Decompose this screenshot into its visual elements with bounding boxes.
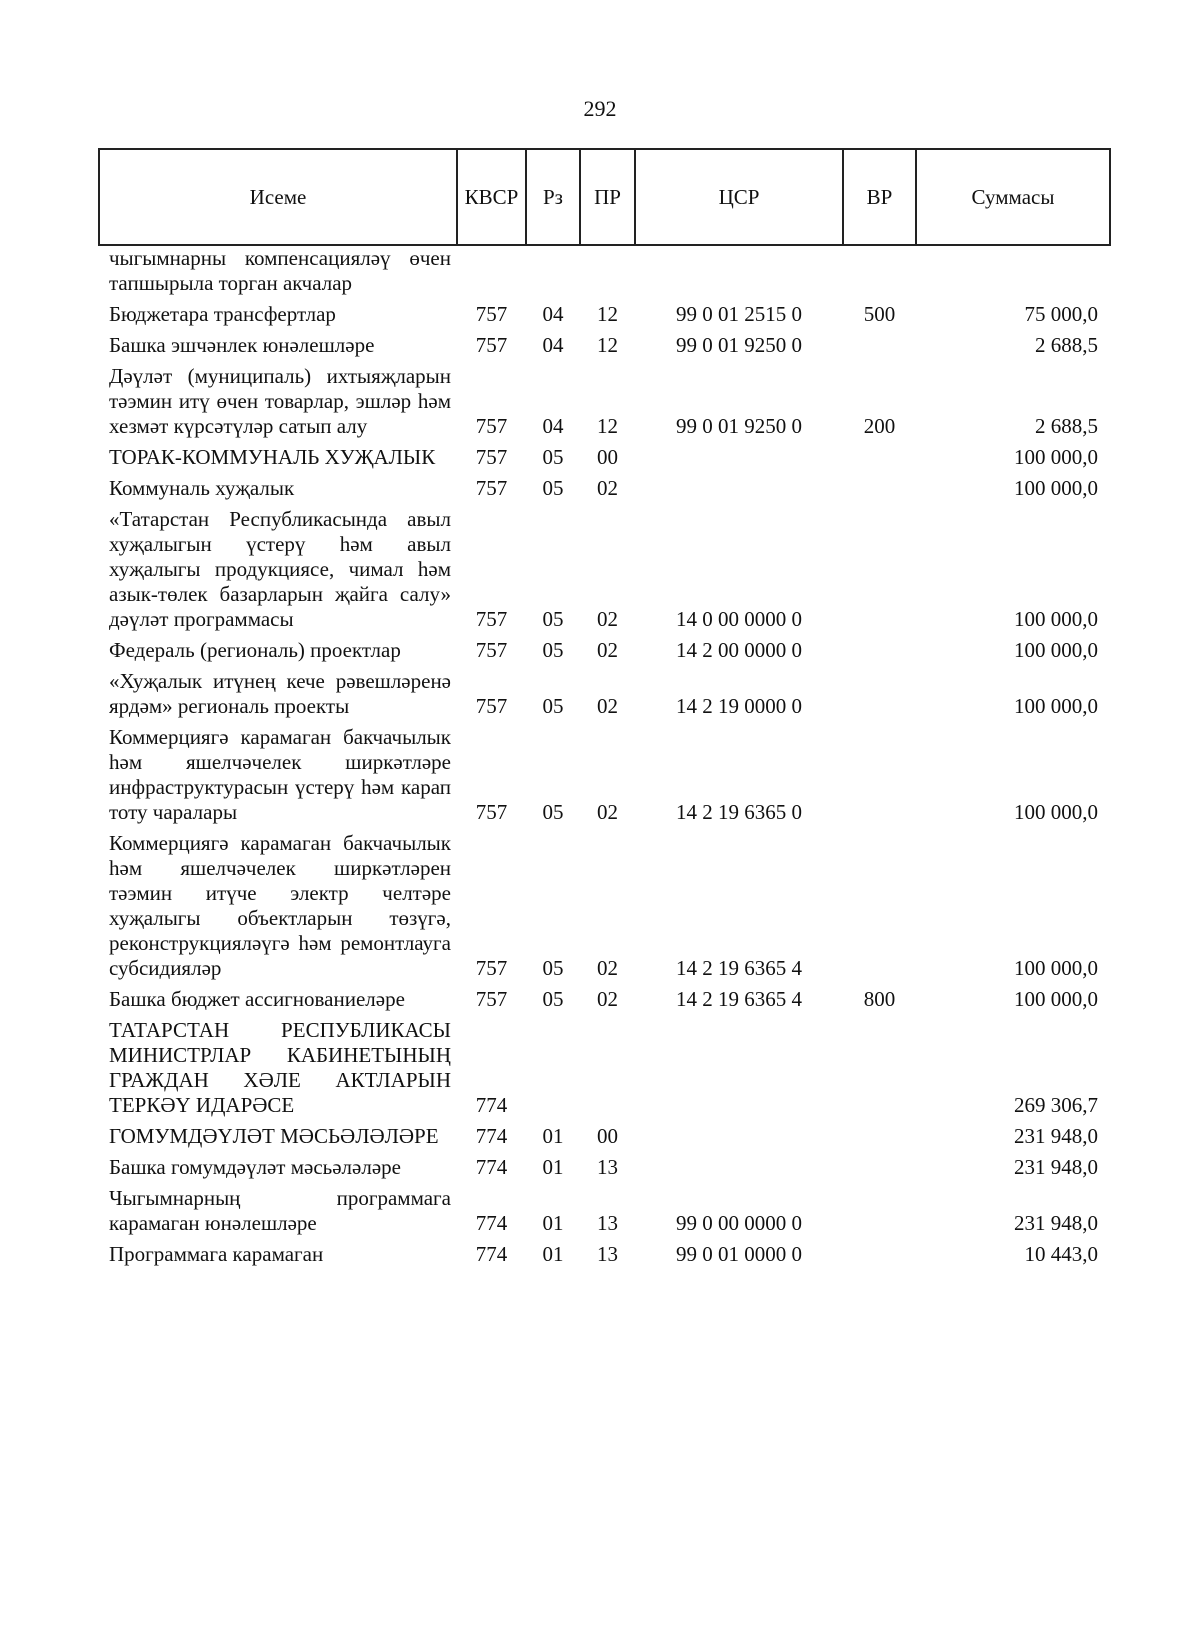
cell-kvsr: 757 (475, 476, 508, 500)
header-name: Исеме (99, 149, 457, 245)
cell-vr: 200 (863, 414, 896, 438)
cell-csr: 99 0 01 9250 0 (676, 414, 802, 438)
cell-rz: 04 (542, 414, 564, 438)
cell-kvsr: 757 (475, 607, 508, 631)
table-row (99, 1152, 1110, 1183)
cell-kvsr: 774 (475, 1242, 508, 1266)
cell-rz: 05 (542, 445, 564, 469)
cell-csr (635, 1121, 843, 1152)
cell-kvsr: 757 (475, 956, 508, 980)
cell-vr (843, 473, 916, 504)
cell-vr: 800 (863, 987, 896, 1011)
cell-pr: 00 (597, 1124, 618, 1148)
cell-pr: 13 (597, 1155, 618, 1179)
cell-rz: 01 (542, 1155, 564, 1179)
table-row (99, 984, 1110, 1015)
cell-csr (635, 473, 843, 504)
cell-csr (635, 1152, 843, 1183)
table-row (99, 635, 1110, 666)
cell-sum: 100 000,0 (1014, 956, 1098, 980)
table-header-row (99, 149, 1110, 245)
cell-pr (580, 1015, 635, 1121)
cell-vr (843, 1015, 916, 1121)
cell-rz (526, 1015, 580, 1121)
cell-name: Коммуналь хуҗалык (109, 476, 295, 500)
table-row (99, 722, 1110, 828)
cell-kvsr: 757 (475, 800, 508, 824)
cell-sum: 2 688,5 (1035, 414, 1098, 438)
cell-sum (916, 245, 1110, 299)
cell-rz: 05 (542, 987, 564, 1011)
cell-sum: 10 443,0 (1024, 1242, 1098, 1266)
cell-pr: 02 (597, 800, 618, 824)
cell-sum: 2 688,5 (1035, 333, 1098, 357)
cell-vr (843, 504, 916, 635)
cell-pr: 02 (597, 987, 618, 1011)
cell-vr (843, 442, 916, 473)
cell-name: ГОМУМДӘҮЛӘТ МӘСЬӘЛӘЛӘРЕ (109, 1124, 439, 1148)
cell-vr (843, 1121, 916, 1152)
cell-name: «Хуҗалык итүнең кече рәвешләренә ярдәм» региональ проекты (109, 669, 451, 718)
cell-vr (843, 245, 916, 299)
cell-vr (843, 1152, 916, 1183)
cell-csr: 14 2 00 0000 0 (676, 638, 802, 662)
header-rz: Рз (526, 149, 580, 245)
cell-rz: 01 (542, 1124, 564, 1148)
cell-kvsr: 774 (475, 1124, 508, 1148)
cell-name: Бюджетара трансфертлар (109, 302, 336, 326)
cell-pr: 02 (597, 476, 618, 500)
cell-rz: 05 (542, 694, 564, 718)
cell-name: Чыгымнарның программага карамаган юнәлешләре (109, 1186, 451, 1235)
budget-table (98, 148, 1111, 1270)
cell-sum: 100 000,0 (1014, 445, 1098, 469)
cell-sum: 75 000,0 (1024, 302, 1098, 326)
cell-pr: 12 (597, 302, 618, 326)
cell-name: Программага карамаган (109, 1242, 324, 1266)
header-vr: ВР (843, 149, 916, 245)
cell-rz: 01 (542, 1211, 564, 1235)
cell-name: Башка гомумдәүләт мәсьәләләре (109, 1155, 401, 1179)
cell-kvsr (457, 245, 526, 299)
cell-vr (843, 635, 916, 666)
cell-vr (843, 1183, 916, 1239)
header-csr: ЦСР (635, 149, 843, 245)
cell-sum: 231 948,0 (1014, 1155, 1098, 1179)
cell-rz: 05 (542, 956, 564, 980)
cell-kvsr: 757 (475, 638, 508, 662)
cell-pr: 00 (597, 445, 618, 469)
cell-pr: 02 (597, 956, 618, 980)
cell-pr: 13 (597, 1211, 618, 1235)
cell-rz: 04 (542, 333, 564, 357)
cell-kvsr: 757 (475, 414, 508, 438)
cell-rz: 05 (542, 800, 564, 824)
table-row (99, 442, 1110, 473)
cell-kvsr: 757 (475, 987, 508, 1011)
cell-rz: 05 (542, 607, 564, 631)
cell-csr: 99 0 01 2515 0 (676, 302, 802, 326)
cell-sum: 100 000,0 (1014, 476, 1098, 500)
cell-csr: 14 2 19 6365 4 (676, 956, 802, 980)
cell-csr: 99 0 00 0000 0 (676, 1211, 802, 1235)
cell-name: чыгымнарны компенсацияләү өчен тапшырыла торган акчалар (109, 246, 451, 295)
cell-rz: 01 (542, 1242, 564, 1266)
cell-sum: 100 000,0 (1014, 987, 1098, 1011)
header-kvsr: КВСР (457, 149, 526, 245)
cell-kvsr: 757 (475, 333, 508, 357)
cell-csr: 14 0 00 0000 0 (676, 607, 802, 631)
cell-csr: 99 0 01 0000 0 (676, 1242, 802, 1266)
cell-rz: 04 (542, 302, 564, 326)
cell-pr: 12 (597, 333, 618, 357)
cell-vr: 500 (863, 302, 896, 326)
cell-csr (635, 1015, 843, 1121)
cell-name: Федераль (региональ) проектлар (109, 638, 401, 662)
header-pr: ПР (580, 149, 635, 245)
cell-name: ТОРАК-КОММУНАЛЬ ХУҖАЛЫК (109, 445, 436, 469)
cell-rz (526, 245, 580, 299)
cell-csr: 99 0 01 9250 0 (676, 333, 802, 357)
cell-csr (635, 245, 843, 299)
table-row (99, 1239, 1110, 1270)
cell-sum: 231 948,0 (1014, 1124, 1098, 1148)
table-row (99, 1121, 1110, 1152)
cell-name: Башка бюджет ассигнованиеләре (109, 987, 405, 1011)
table-row (99, 1183, 1110, 1239)
cell-kvsr: 774 (475, 1093, 508, 1117)
cell-csr: 14 2 19 0000 0 (676, 694, 802, 718)
cell-csr: 14 2 19 6365 0 (676, 800, 802, 824)
cell-vr (843, 330, 916, 361)
table-row (99, 473, 1110, 504)
table-row (99, 361, 1110, 442)
table-row (99, 1015, 1110, 1121)
table-row (99, 504, 1110, 635)
cell-kvsr: 774 (475, 1211, 508, 1235)
cell-vr (843, 828, 916, 984)
cell-sum: 100 000,0 (1014, 607, 1098, 631)
table-row (99, 245, 1110, 299)
table-row (99, 666, 1110, 722)
cell-name: «Татарстан Республикасында авыл хуҗалыгын үстерү һәм авыл хуҗалыгы продукциясе, чимал һәм азык-төлек базарларын җайга салу» дәүләт программасы (109, 507, 451, 631)
cell-sum: 100 000,0 (1014, 638, 1098, 662)
cell-sum: 269 306,7 (1014, 1093, 1098, 1117)
header-sum: Суммасы (916, 149, 1110, 245)
cell-name: Коммерциягә карамаган бакчачылык һәм яшелчәчелек ширкәтләре инфраструктурасын үстерү һәм карап тоту чаралары (109, 725, 451, 824)
cell-vr (843, 722, 916, 828)
cell-pr: 02 (597, 607, 618, 631)
cell-kvsr: 757 (475, 445, 508, 469)
cell-name: Башка эшчәнлек юнәлешләре (109, 333, 375, 357)
cell-pr: 13 (597, 1242, 618, 1266)
cell-pr: 02 (597, 638, 618, 662)
table-body (99, 245, 1110, 1270)
cell-vr (843, 666, 916, 722)
cell-kvsr: 757 (475, 694, 508, 718)
cell-pr: 12 (597, 414, 618, 438)
cell-vr (843, 1239, 916, 1270)
cell-name: ТАТАРСТАН РЕСПУБЛИКАСЫ МИНИСТРЛАР КАБИНЕТЫНЫҢ ГРАЖДАН ХӘЛЕ АКТЛАРЫН ТЕРКӘҮ ИДАРӘСЕ (109, 1018, 451, 1117)
cell-csr: 14 2 19 6365 4 (676, 987, 802, 1011)
table-row (99, 828, 1110, 984)
cell-csr (635, 442, 843, 473)
cell-rz: 05 (542, 638, 564, 662)
cell-sum: 100 000,0 (1014, 800, 1098, 824)
cell-sum: 231 948,0 (1014, 1211, 1098, 1235)
cell-kvsr: 774 (475, 1155, 508, 1179)
cell-sum: 100 000,0 (1014, 694, 1098, 718)
cell-name: Коммерциягә карамаган бакчачылык һәм яшелчәчелек ширкәтләрен тәэмин итүче электр челтәре хуҗалыгы объектларын төзүгә, реконструкцияләүгә һәм ремонтлауга субсидияләр (109, 831, 451, 980)
cell-pr: 02 (597, 694, 618, 718)
table-row (99, 299, 1110, 330)
page-number: 292 (583, 96, 617, 121)
cell-rz: 05 (542, 476, 564, 500)
table-row (99, 330, 1110, 361)
cell-name: Дәүләт (муниципаль) ихтыяҗларын тәэмин итү өчен товарлар, эшләр һәм хезмәт күрсәтүләр сатып алу (109, 364, 451, 438)
cell-pr (580, 245, 635, 299)
cell-kvsr: 757 (475, 302, 508, 326)
